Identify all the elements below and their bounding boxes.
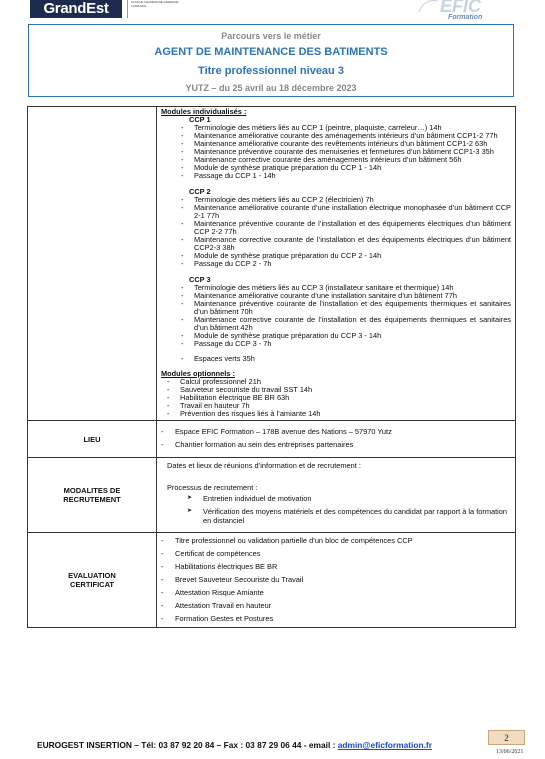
optional-modules-title: Modules optionnels : <box>161 369 235 378</box>
ccp1-label: CCP 1 <box>189 115 211 124</box>
recrutement-label-line2: RECRUTEMENT <box>63 495 121 504</box>
evaluation-label <box>28 533 157 628</box>
evaluation-content-cell <box>157 533 516 628</box>
page-number: 2 <box>488 730 525 745</box>
session-dates: YUTZ – du 25 avril au 18 décembre 2023 <box>185 83 357 93</box>
list-item: - Certificat de compétences <box>161 547 515 560</box>
list-item: - Maintenance corrective courante des aménagements intérieurs d’un bâtiment 56h <box>181 156 511 164</box>
list-item: - Maintenance améliorative courante des revêtements intérieurs d’un bâtiment CCP1-2 63h <box>181 140 511 148</box>
grandest-logo: GrandEst <box>30 0 122 18</box>
efic-logo-sub: Formation <box>448 14 483 21</box>
page-subtitle: Titre professionnel niveau 3 <box>198 65 344 77</box>
list-item: - Prévention des risques liés à l’amiante 14h <box>167 410 511 418</box>
recrutement-content-cell <box>157 458 516 533</box>
evaluation-row <box>28 533 516 628</box>
list-item: - Espace EFIC Formation – 178B avenue des Nations – 57970 Yutz <box>161 425 515 438</box>
list-item: - Brevet Sauveteur Secouriste du Travail <box>161 573 515 586</box>
lieu-label: LIEU <box>28 421 157 458</box>
list-item: - Maintenance améliorative courante d’une installation sanitaire d’un bâtiment 77h <box>181 292 511 300</box>
recrutement-processus: Processus de recrutement : <box>167 483 258 492</box>
list-item: - Passage du CCP 2 - 7h <box>181 260 511 268</box>
modules-label-cell <box>28 107 157 421</box>
recrutement-label-line1: MODALITES DE <box>63 486 121 495</box>
list-item: - Module de synthèse pratique préparation du CCP 1 - 14h <box>181 164 511 172</box>
list-item: - Maintenance corrective courante de l’installation et des équipements thermiques et sanitaires d’un bâtiment 42h <box>181 316 511 332</box>
efic-logo-word: EFIC <box>440 0 482 16</box>
list-item: - Espaces verts 35h <box>181 355 511 363</box>
footer-text: EUROGEST INSERTION – Tél: 03 87 92 20 84 – Fax : 03 87 29 06 44 - email : <box>37 740 338 750</box>
list-item: - Terminologie des métiers liés au CCP 1 (peintre, plaquiste, carreleur…) 14h <box>181 124 511 132</box>
page-title: AGENT DE MAINTENANCE DES BATIMENTS <box>154 46 388 58</box>
recrutement-list <box>167 494 511 525</box>
modules-content-cell <box>157 107 516 421</box>
list-item: - Calcul professionnel 21h <box>167 378 511 386</box>
ccp1-list <box>161 124 511 180</box>
list-item: - Habilitation électrique BE BR 63h <box>167 394 511 402</box>
list-item: - Maintenance préventive courante de l’installation et des équipements électriques d’un bâtiment CCP 2-2 77h <box>181 220 511 236</box>
recrutement-dates-text: Dates et lieux de réunions d’information et de recrutement : <box>167 461 361 470</box>
ccp3-label: CCP 3 <box>189 275 211 284</box>
list-item: - Maintenance améliorative courante d’une installation électrique monophasée d’un bâtiment CCP 2-1 77h <box>181 204 511 220</box>
list-item: ➤ Entretien individuel de motivation <box>185 494 511 503</box>
recrutement-label <box>28 458 157 533</box>
recrutement-row <box>28 458 516 533</box>
optional-list <box>161 378 511 418</box>
lieu-row <box>28 421 516 458</box>
list-item: - Maintenance corrective courante de l’installation et des équipements électriques d’un bâtiment CCP2-3 38h <box>181 236 511 252</box>
parcours-heading: Parcours vers le métier <box>221 31 321 41</box>
list-item: - Module de synthèse pratique préparation du CCP 3 - 14h <box>181 332 511 340</box>
list-item: - Module de synthèse pratique préparation du CCP 2 - 14h <box>181 252 511 260</box>
list-item: - Formation Gestes et Postures <box>161 612 515 625</box>
list-item: - Terminologie des métiers liés au CCP 3 (installateur sanitaire et thermique) 14h <box>181 284 511 292</box>
email-link[interactable]: admin@eficformation.fr <box>337 740 432 750</box>
ccp2-label: CCP 2 <box>189 187 211 196</box>
evaluation-label-line2: CERTIFICAT <box>69 580 115 589</box>
list-item: - Passage du CCP 1 - 14h <box>181 172 511 180</box>
modules-row <box>28 107 516 421</box>
document-date: 13/06/2021 <box>496 749 524 755</box>
list-item: - Titre professionnel ou validation partielle d’un bloc de compétences CCP <box>161 534 515 547</box>
list-item: - Travail en hauteur 7h <box>167 402 511 410</box>
list-item: - Maintenance améliorative courante des aménagements intérieurs d’un bâtiment CCP1-2 77h <box>181 132 511 140</box>
title-box <box>28 24 514 97</box>
lieu-list <box>157 421 515 451</box>
list-item: - Sauveteur secouriste du travail SST 14h <box>167 386 511 394</box>
list-item: - Attestation Travail en hauteur <box>161 599 515 612</box>
list-item: - Maintenance préventive courante des menuiseries et fermetures d’un bâtiment CCP1-3 35h <box>181 148 511 156</box>
ccp3-list <box>161 284 511 363</box>
region-logo-text: ALSACE CHAMPAGNE-ARDENNE LORRAINE <box>127 0 191 18</box>
list-item: - Passage du CCP 3 - 7h <box>181 340 511 348</box>
list-item: - Chantier formation au sein des entreprises partenaires <box>161 438 515 451</box>
evaluation-list <box>157 533 515 625</box>
list-item: - Maintenance préventive courante de l’installation et des équipements thermiques et sanitaires d’un bâtiment 70h <box>181 300 511 316</box>
footer-contact <box>37 740 432 750</box>
program-table <box>27 106 516 628</box>
individualised-modules-title: Modules individualisés : <box>161 107 247 116</box>
evaluation-label-line1: EVALUATION <box>68 571 116 580</box>
lieu-content-cell <box>157 421 516 458</box>
list-item: - Terminologie des métiers liés au CCP 2 (électricien) 7h <box>181 196 511 204</box>
ccp2-list <box>161 196 511 268</box>
list-item: ➤ Vérification des moyens matériels et des compétences du candidat par rapport à la formation en distanciel <box>185 507 511 525</box>
list-item: - Attestation Risque Amiante <box>161 586 515 599</box>
list-item: - Habilitations électriques BE BR <box>161 560 515 573</box>
